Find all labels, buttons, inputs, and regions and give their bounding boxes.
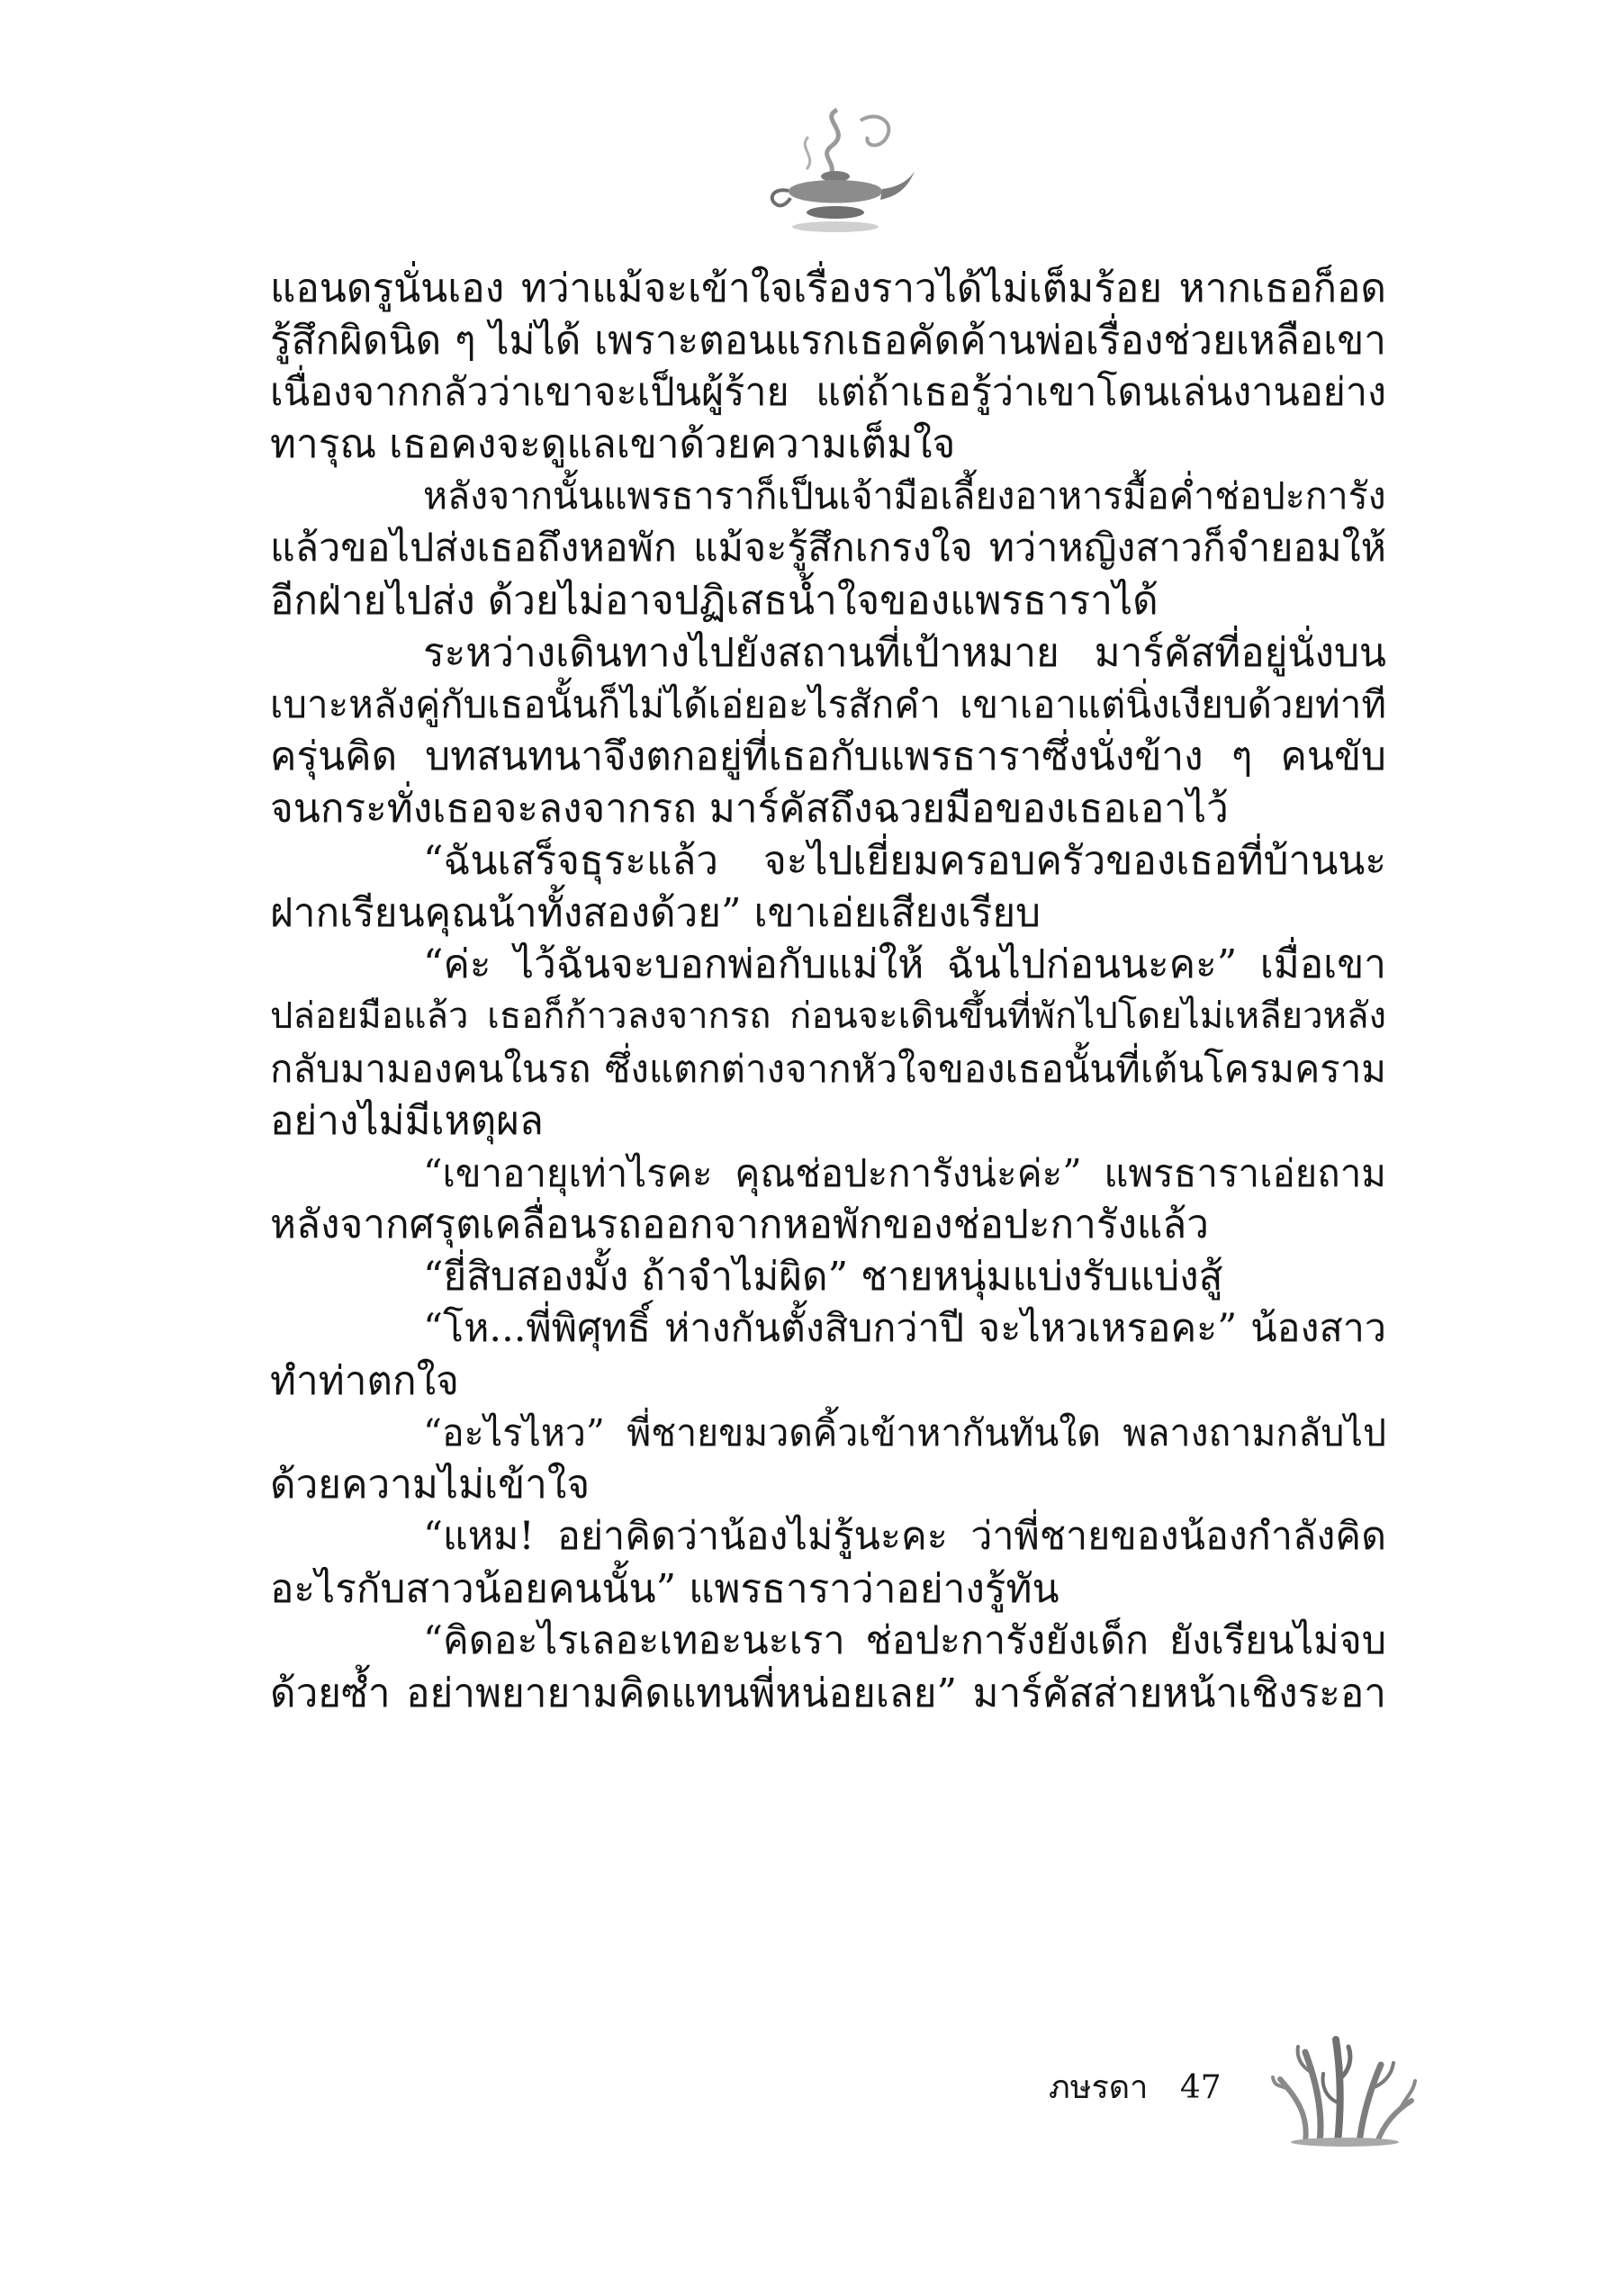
text-line: ระหว่างเดินทางไปยังสถานที่เป้าหมาย มาร์คัสที่อยู่นั่งบน bbox=[423, 629, 1386, 676]
body-text bbox=[270, 263, 1386, 1719]
text-line: เบาะหลังคู่กับเธอนั้นก็ไม่ได้เอ่ยอะไรสักคำ เขาเอาแต่นิ่งเงียบด้วยท่าที bbox=[270, 682, 1386, 727]
text-line: “แหม! อย่าคิดว่าน้องไม่รู้นะคะ ว่าพี่ชายของน้องกำลังคิด bbox=[423, 1514, 1386, 1560]
page-number: 47 bbox=[1179, 2069, 1222, 2106]
text-line: ด้วยซ้ำ อย่าพยายามคิดแทนพี่หน่อยเลย” มาร์คัสส่ายหน้าเชิงระอา bbox=[270, 1670, 1386, 1716]
genie-lamp-icon bbox=[754, 101, 916, 236]
text-line: “เขาอายุเท่าไรคะ คุณช่อปะการังน่ะค่ะ” แพรธาราเอ่ยถาม bbox=[423, 1150, 1386, 1195]
text-line: ปล่อยมือแล้ว เธอก็ก้าวลงจากรถ ก่อนจะเดินขึ้นที่พักไปโดยไม่เหลียวหลัง bbox=[270, 995, 1386, 1038]
text-line: เนื่องจากกลัวว่าเขาจะเป็นผู้ร้าย แต่ถ้าเธอรู้ว่าเขาโดนเล่นงานอย่าง bbox=[270, 369, 1386, 415]
text-line: อะไรกับสาวน้อยคนนั้น” แพรธาราว่าอย่างรู้ทัน bbox=[270, 1565, 1059, 1612]
text-line: “คิดอะไรเลอะเทอะนะเรา ช่อปะการังยังเด็ก ยังเรียนไม่จบ bbox=[423, 1617, 1386, 1663]
text-line: รู้สึกผิดนิด ๆ ไม่ได้ เพราะตอนแรกเธอคัดค้านพ่อเรื่องช่วยเหลือเขา bbox=[270, 317, 1386, 364]
page-footer bbox=[1049, 2061, 1222, 2112]
text-line: ฝากเรียนคุณน้าทั้งสองด้วย” เขาเอ่ยเสียงเรียบ bbox=[270, 889, 1041, 936]
text-line: “ยี่สิบสองมั้ง ถ้าจำไม่ผิด” ชายหนุ่มแบ่งรับแบ่งสู้ bbox=[423, 1254, 1223, 1301]
text-line: หลังจากศรุตเคลื่อนรถออกจากหอพักของช่อปะการังแล้ว bbox=[270, 1202, 1209, 1248]
text-line: “โห...พี่พิศุทธิ์ ห่างกันตั้งสิบกว่าปี จะไหวเหรอคะ” น้องสาว bbox=[423, 1305, 1386, 1351]
text-line: แอนดรูนั่นเอง ทว่าแม้จะเข้าใจเรื่องราวได้ไม่เต็มร้อย หากเธอก็อด bbox=[270, 266, 1386, 311]
text-line: จนกระทั่งเธอจะลงจากรถ มาร์คัสถึงฉวยมือของเธอเอาไว้ bbox=[270, 785, 1229, 832]
text-line: “ฉันเสร็จธุระแล้ว จะไปเยี่ยมครอบครัวของเธอที่บ้านนะ bbox=[423, 837, 1386, 884]
running-footer-title: ภษรดา bbox=[1049, 2069, 1149, 2106]
text-line: กลับมามองคนในรถ ซึ่งแตกต่างจากหัวใจของเธอนั้นที่เต้นโครมคราม bbox=[270, 1046, 1386, 1091]
coral-icon bbox=[1269, 2025, 1418, 2147]
text-line: ทารุณ เธอคงจะดูแลเขาด้วยความเต็มใจ bbox=[270, 421, 956, 468]
text-line: อีกฝ่ายไปส่ง ด้วยไม่อาจปฏิเสธน้ำใจของแพรธาราได้ bbox=[270, 577, 1159, 624]
text-line: “อะไรไหว” พี่ชายขมวดคิ้วเข้าหากันทันใด พลางถามกลับไป bbox=[423, 1410, 1386, 1454]
text-line: หลังจากนั้นแพรธาราก็เป็นเจ้ามือเลี้ยงอาหารมื้อค่ำช่อปะการัง bbox=[423, 474, 1386, 518]
text-line: แล้วขอไปส่งเธอถึงหอพัก แม้จะรู้สึกเกรงใจ ทว่าหญิงสาวก็จำยอมให้ bbox=[270, 525, 1386, 571]
text-line: “ค่ะ ไว้ฉันจะบอกพ่อกับแม่ให้ ฉันไปก่อนนะคะ” เมื่อเขา bbox=[423, 941, 1386, 988]
text-line: ทำท่าตกใจ bbox=[270, 1357, 459, 1404]
text-line: ด้วยความไม่เข้าใจ bbox=[270, 1462, 591, 1508]
text-line: อย่างไม่มีเหตุผล bbox=[270, 1097, 544, 1144]
text-line: ครุ่นคิด บทสนทนาจึงตกอยู่ที่เธอกับแพรธาราซึ่งนั่งข้าง ๆ คนขับ bbox=[270, 734, 1386, 780]
